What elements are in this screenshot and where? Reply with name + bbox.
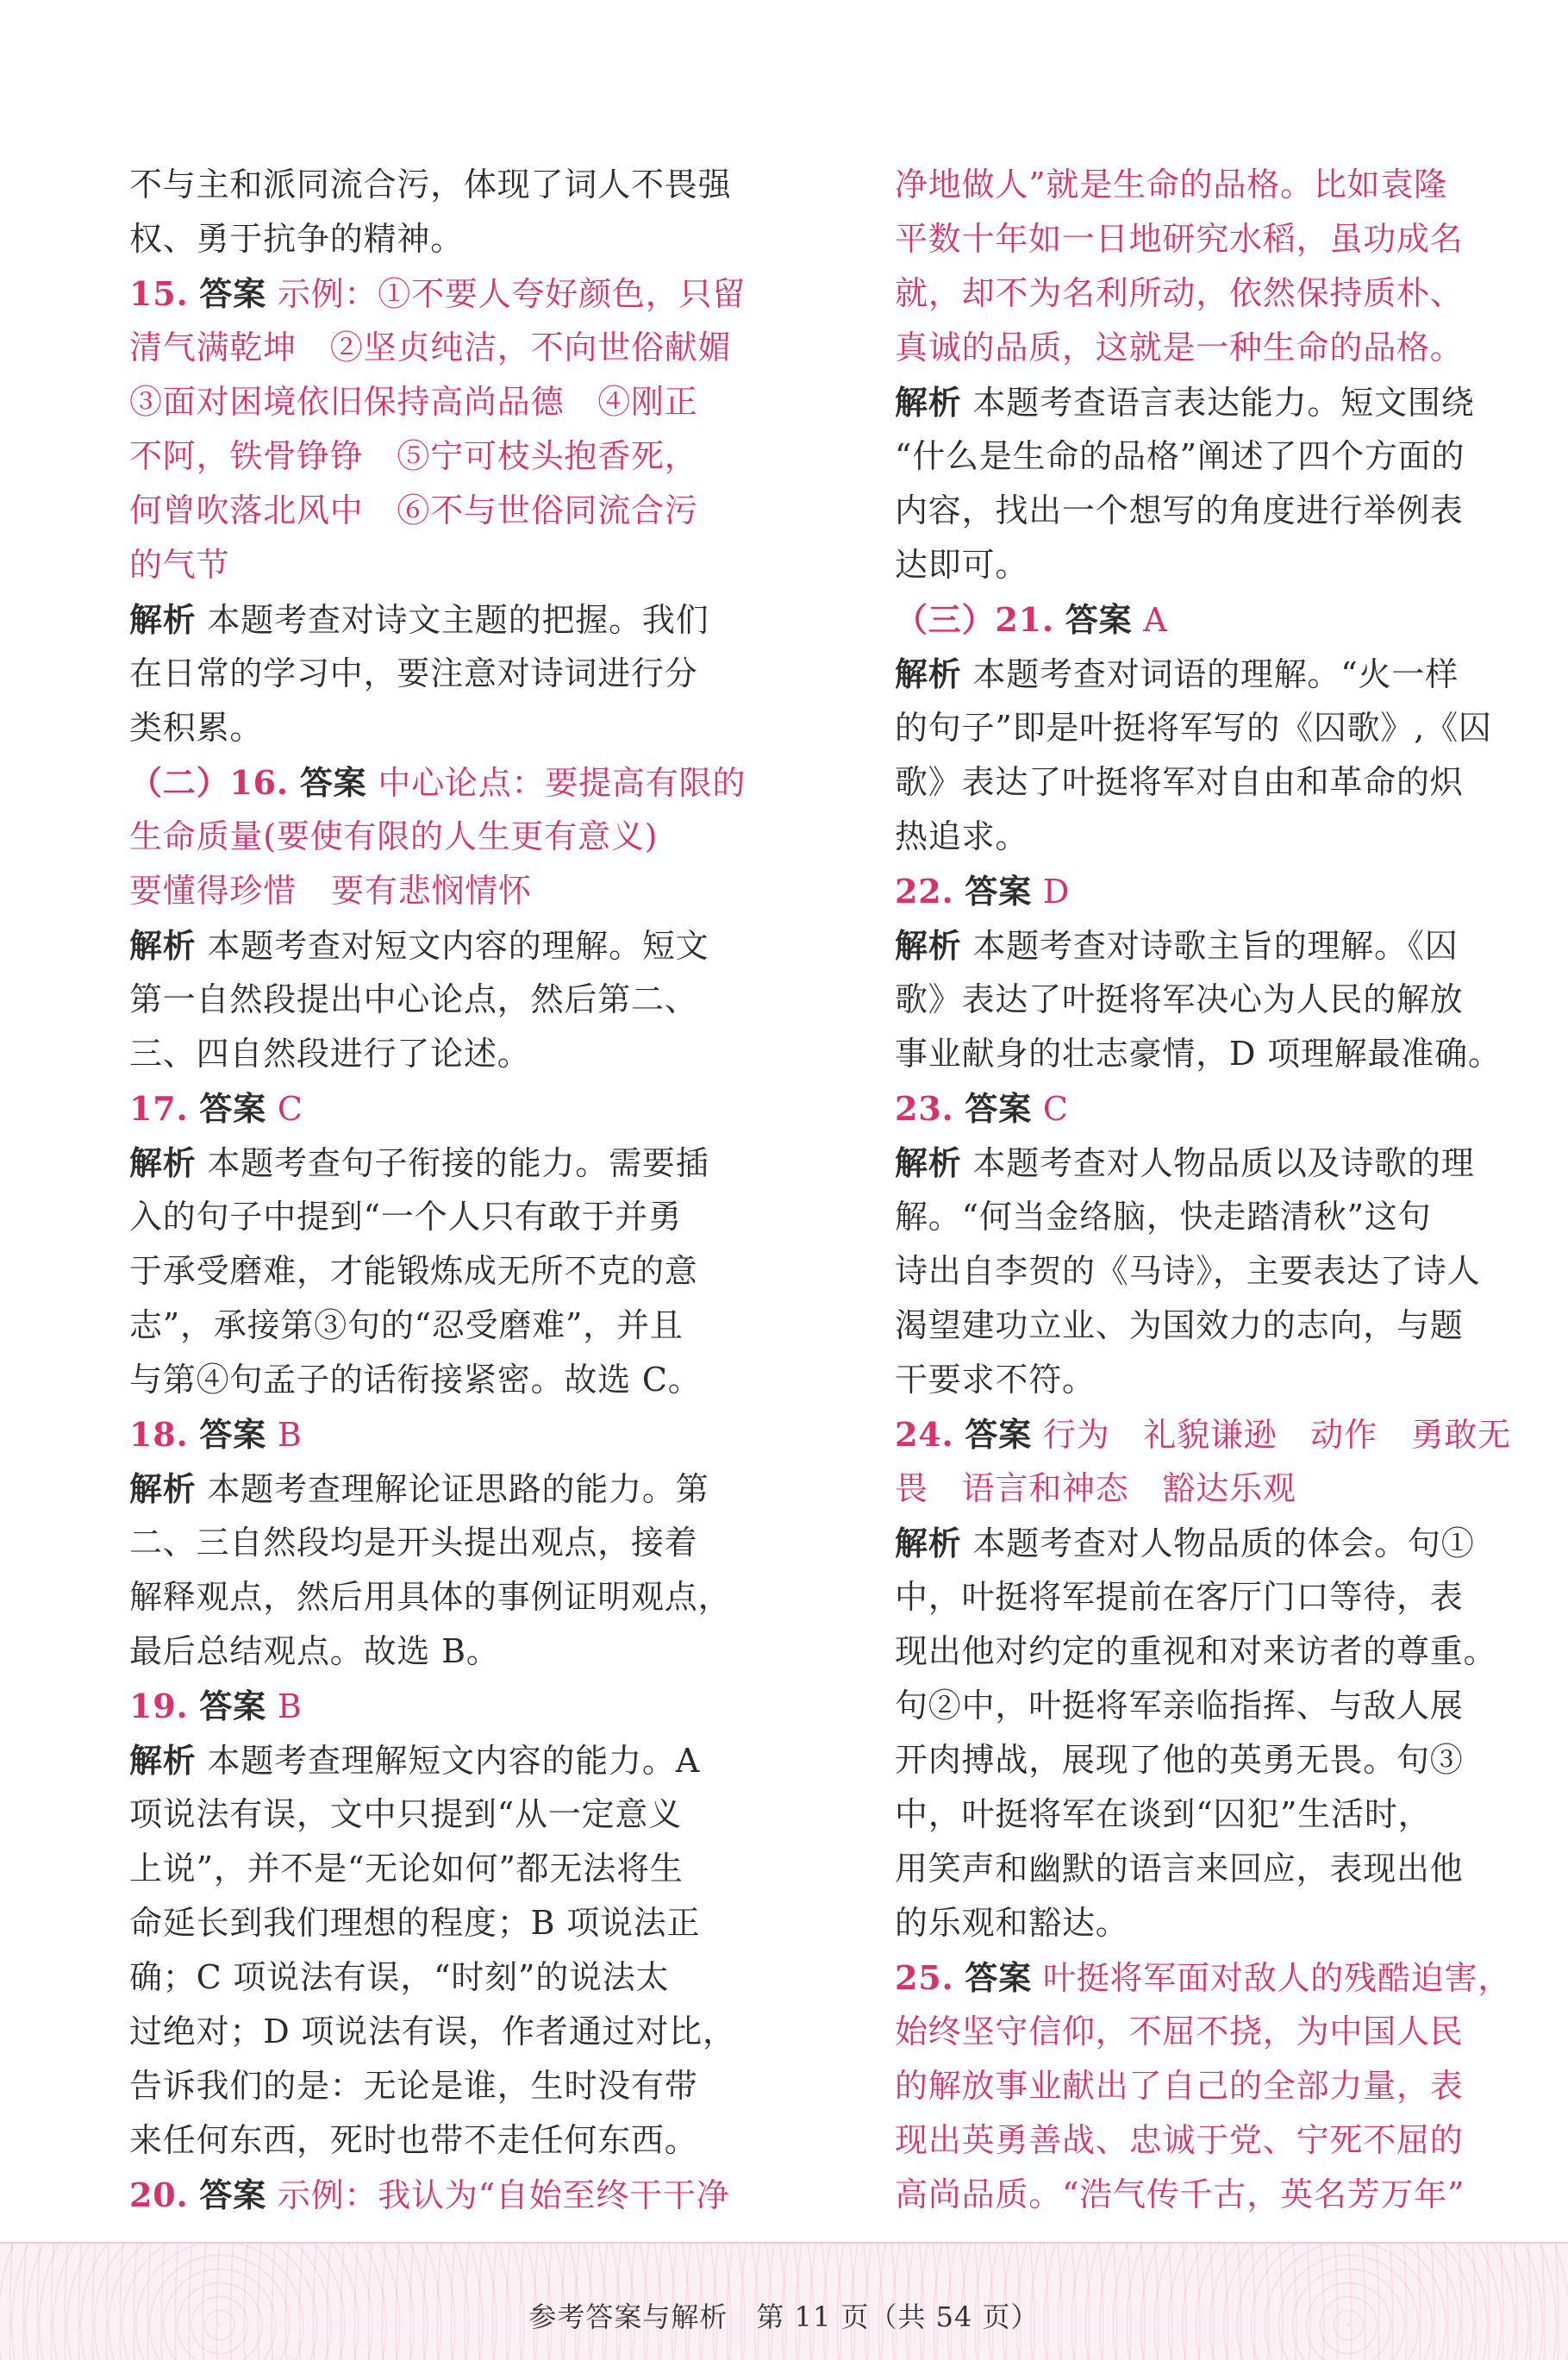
analysis-text: 本题考查理解论证思路的能力。第 xyxy=(207,1470,709,1508)
answer-text: 生命质量(要使有限的人生更有意义) xyxy=(129,817,659,855)
analysis-text: 类积累。 xyxy=(129,709,264,747)
analysis-text: 三、四自然段进行了论述。 xyxy=(129,1035,531,1073)
analysis-text: 二、三自然段均是开头提出观点，接着 xyxy=(129,1524,698,1562)
answer-text: 真诚的品质，这就是一种生命的品格。 xyxy=(895,329,1464,366)
analysis-label: 解析 xyxy=(895,383,962,422)
question-19-answer xyxy=(129,1679,737,1733)
question-number: 19. xyxy=(129,1687,189,1725)
analysis-text: 本题考查语言表达能力。短文围绕 xyxy=(972,384,1475,422)
analysis-text: 热追求。 xyxy=(895,817,1029,855)
answer-choice: A xyxy=(1143,601,1168,639)
question-17-answer xyxy=(129,1081,737,1136)
question-20-analysis xyxy=(895,375,1502,429)
analysis-text: 歌》表达了叶挺将军决心为人民的解放 xyxy=(895,980,1464,1018)
question-number: 15. xyxy=(129,274,189,313)
text-line: 权、勇于抗争的精神。 xyxy=(129,220,465,258)
answer-text: 叶挺将军面对敌人的残酷迫害， xyxy=(1042,1959,1512,1997)
analysis-label: 解析 xyxy=(129,926,197,965)
analysis-label: 解析 xyxy=(895,1524,962,1562)
question-number: 20. xyxy=(129,2175,189,2214)
analysis-text: 告诉我们的是：无论是谁，生时没有带 xyxy=(129,2067,698,2105)
analysis-text: 本题考查对诗文主题的把握。我们 xyxy=(207,601,709,639)
analysis-text: 过绝对；D 项说法有误，作者通过对比， xyxy=(129,2013,736,2050)
analysis-text: 志”，承接第③句的“忍受磨难”，并且 xyxy=(129,1306,684,1344)
analysis-text: 歌》表达了叶挺将军对自由和革命的炽 xyxy=(895,763,1464,801)
analysis-text: 本题考查句子衔接的能力。需要插 xyxy=(207,1144,709,1182)
question-number: 23. xyxy=(895,1089,954,1128)
analysis-text: 的句子”即是叶挺将军写的《囚歌》,《囚 xyxy=(895,709,1492,747)
question-19-analysis xyxy=(129,1733,737,1787)
analysis-text: 项说法有误，文中只提到“从一定意义 xyxy=(129,1795,683,1833)
analysis-text: 确；C 项说法有误，“时刻”的说法太 xyxy=(129,1958,670,1996)
answer-text: 净地做人”就是生命的品格。比如袁隆 xyxy=(895,166,1448,203)
question-16-analysis xyxy=(129,918,737,973)
question-15-answer xyxy=(129,266,747,321)
answer-choice: C xyxy=(277,1090,303,1128)
question-25-answer xyxy=(895,1950,1512,2005)
analysis-text: 的乐观和豁达。 xyxy=(895,1904,1129,1942)
analysis-label: 解析 xyxy=(895,1143,962,1182)
answer-text: 平数十年如一日地研究水稻，虽功成名 xyxy=(895,220,1464,258)
question-number: 24. xyxy=(895,1415,954,1454)
analysis-label: 解析 xyxy=(129,1741,197,1780)
answer-text: 畏 语言和神态 豁达乐观 xyxy=(895,1469,1296,1507)
question-number: 22. xyxy=(895,872,954,911)
question-20-answer xyxy=(129,2168,737,2222)
answer-label: 答案 xyxy=(199,1089,267,1128)
analysis-label: 解析 xyxy=(129,600,197,639)
question-23-analysis xyxy=(895,1136,1502,1190)
analysis-text: 诗出自李贺的《马诗》，主要表达了诗人 xyxy=(895,1252,1481,1290)
question-number: 25. xyxy=(895,1958,954,1997)
answer-text: 就，却不为名利所动，依然保持质朴、 xyxy=(895,274,1464,312)
answer-text: 行为 礼貌谦逊 动作 勇敢无 xyxy=(1042,1416,1512,1454)
analysis-text: 解。“何当金络脑，快走踏清秋”这句 xyxy=(895,1198,1432,1236)
analysis-text: 干要求不符。 xyxy=(895,1361,1096,1399)
answer-text: 示例：我认为“自始至终干干净 xyxy=(277,2176,730,2214)
analysis-text: 渴望建功立业、为国效力的志向，与题 xyxy=(895,1306,1464,1344)
analysis-text: 最后总结观点。故选 B。 xyxy=(129,1632,500,1670)
analysis-text: 命延长到我们理想的程度；B 项说法正 xyxy=(129,1904,701,1942)
answer-label: 答案 xyxy=(965,1089,1033,1128)
left-column xyxy=(129,158,747,2222)
question-17-analysis xyxy=(129,1136,737,1190)
question-number: 18. xyxy=(129,1415,189,1454)
question-18-analysis xyxy=(129,1462,737,1516)
question-number: （二）16. xyxy=(129,763,289,802)
analysis-text: 入的句子中提到“一个人只有敢于并勇 xyxy=(129,1198,683,1236)
answer-label: 答案 xyxy=(299,763,367,802)
analysis-text: 本题考查对人物品质的体会。句① xyxy=(972,1524,1475,1562)
question-24-answer xyxy=(895,1407,1512,1462)
answer-text: 不阿，铁骨铮铮 ⑤宁可枝头抱香死， xyxy=(129,437,698,475)
analysis-label: 解析 xyxy=(895,926,962,965)
analysis-text: 开肉搏战，展现了他的英勇无畏。句③ xyxy=(895,1741,1464,1779)
answer-text: ③面对困境依旧保持高尚品德 ④刚正 xyxy=(129,383,698,421)
question-number: （三）21. xyxy=(895,600,1054,639)
answer-label: 答案 xyxy=(1065,600,1133,639)
answer-text: 何曾吹落北风中 ⑥不与世俗同流合污 xyxy=(129,491,698,529)
analysis-text: 中，叶挺将军在谈到“囚犯”生活时， xyxy=(895,1795,1432,1833)
question-22-answer xyxy=(895,864,1502,918)
answer-choice: C xyxy=(1042,1090,1069,1128)
analysis-text: 上说”，并不是“无论如何”都无法将生 xyxy=(129,1850,684,1887)
analysis-text: “什么是生命的品格”阐述了四个方面的 xyxy=(895,437,1465,475)
analysis-text: 达即可。 xyxy=(895,546,1029,584)
answer-label: 答案 xyxy=(965,872,1033,911)
question-18-answer xyxy=(129,1407,737,1462)
analysis-text: 与第④句孟子的话衔接紧密。故选 C。 xyxy=(129,1361,702,1399)
analysis-text: 来任何东西，死时也带不走任何东西。 xyxy=(129,2121,698,2159)
question-24-analysis xyxy=(895,1516,1502,1570)
right-column xyxy=(895,158,1512,2222)
answer-label: 答案 xyxy=(965,1958,1033,1997)
question-23-answer xyxy=(895,1081,1502,1136)
answer-choice: D xyxy=(1042,873,1071,911)
analysis-text: 在日常的学习中，要注意对诗词进行分 xyxy=(129,654,698,692)
analysis-label: 解析 xyxy=(129,1143,197,1182)
analysis-text: 中，叶挺将军提前在客厅门口等待，表 xyxy=(895,1578,1464,1616)
answer-label: 答案 xyxy=(199,2175,267,2214)
analysis-text: 句②中，叶挺将军亲临指挥、与敌人展 xyxy=(895,1687,1464,1725)
answer-text-row xyxy=(129,864,737,918)
analysis-text: 本题考查对人物品质以及诗歌的理 xyxy=(972,1144,1475,1182)
analysis-text: 解释观点，然后用具体的事例证明观点， xyxy=(129,1578,732,1616)
analysis-label: 解析 xyxy=(895,654,962,693)
answer-text: 示例：①不要人夸好颜色，只留 xyxy=(277,275,747,313)
question-21-answer xyxy=(895,592,1502,647)
answer-text: 高尚品质。“浩气传千古，英名芳万年” xyxy=(895,2175,1465,2213)
answer-text: 的解放事业献出了自己的全部力量，表 xyxy=(895,2067,1464,2105)
page-number-label: 参考答案与解析 第 11 页（共 54 页） xyxy=(528,2301,1040,2333)
question-number: 17. xyxy=(129,1089,189,1128)
analysis-text: 本题考查对词语的理解。“火一样 xyxy=(972,655,1459,693)
analysis-text: 本题考查对短文内容的理解。短文 xyxy=(207,927,709,965)
answer-text: 要懂得珍惜 xyxy=(129,872,297,910)
answer-label: 答案 xyxy=(965,1415,1033,1454)
answer-label: 答案 xyxy=(199,1415,267,1454)
question-21-analysis xyxy=(895,647,1502,701)
analysis-text: 现出他对约定的重视和对来访者的尊重。 xyxy=(895,1632,1497,1670)
answer-label: 答案 xyxy=(199,274,267,313)
analysis-text: 于承受磨难，才能锻炼成无所不克的意 xyxy=(129,1252,698,1290)
text-line: 不与主和派同流合污，体现了词人不畏强 xyxy=(129,166,732,203)
analysis-text: 第一自然段提出中心论点，然后第二、 xyxy=(129,980,698,1018)
analysis-text: 本题考查对诗歌主旨的理解。《囚 xyxy=(972,927,1459,965)
analysis-text: 内容，找出一个想写的角度进行举例表 xyxy=(895,491,1464,529)
analysis-text: 事业献身的壮志豪情，D 项理解最准确。 xyxy=(895,1035,1502,1073)
answer-text: 始终坚守信仰，不屈不挠，为中国人民 xyxy=(895,2013,1464,2050)
answer-text: 清气满乾坤 ②坚贞纯洁，不向世俗献媚 xyxy=(129,329,732,366)
answer-choice: B xyxy=(277,1416,303,1454)
question-15-analysis xyxy=(129,592,737,647)
answer-text: 要有悲悯情怀 xyxy=(331,872,532,910)
analysis-text: 用笑声和幽默的语言来回应，表现出他 xyxy=(895,1850,1464,1887)
question-16-answer xyxy=(129,755,747,810)
answer-text: 的气节 xyxy=(129,546,230,584)
answer-label: 答案 xyxy=(199,1687,267,1725)
analysis-label: 解析 xyxy=(129,1469,197,1508)
answer-text: 中心论点：要提高有限的 xyxy=(378,764,747,802)
question-22-analysis xyxy=(895,918,1502,973)
answer-choice: B xyxy=(277,1687,303,1725)
page-footer xyxy=(0,2242,1568,2360)
answer-text: 现出英勇善战、忠诚于党、宁死不屈的 xyxy=(895,2121,1464,2159)
analysis-text: 本题考查理解短文内容的能力。A xyxy=(207,1742,700,1780)
